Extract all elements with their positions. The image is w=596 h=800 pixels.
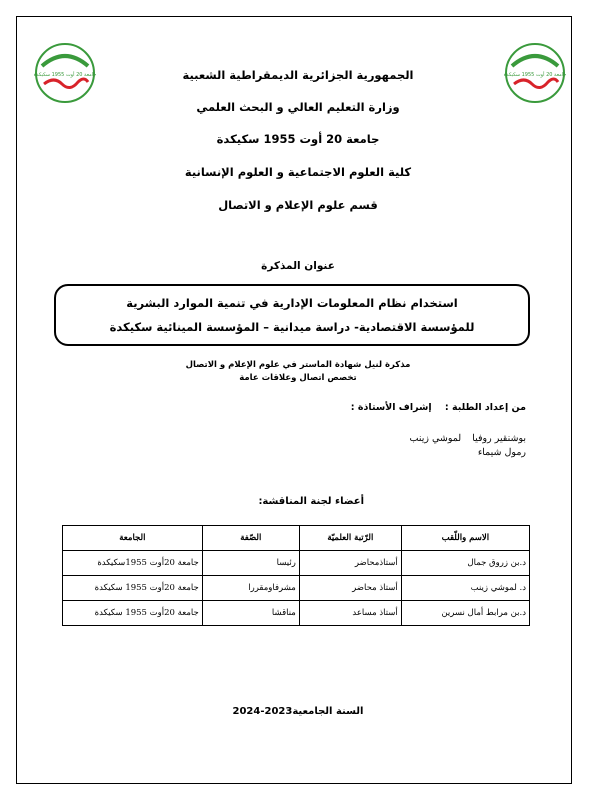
header-university: الجامعة [63, 526, 203, 551]
student-2-name: رمول شيماء [477, 447, 526, 458]
table-row [63, 601, 530, 626]
academic-year: السنة الجامعية2023-2024 [232, 706, 364, 717]
prepared-by-label: من إعداد الطلبة : [444, 402, 526, 413]
table-header-row [63, 526, 530, 551]
degree-statement: مذكرة لنيل شهادة الماستر في علوم الإعلام و الاتصال [185, 360, 411, 370]
table-row [63, 576, 530, 601]
thesis-title-box [54, 284, 530, 346]
committee-title: أعضاء لجنة المناقشة: [258, 496, 364, 507]
department-name: قسم علوم الإعلام و الاتصال [218, 198, 378, 212]
member-rank: أستاذ مساعد [299, 601, 401, 626]
member-rank: أستاذمحاضر [299, 551, 401, 576]
member-role: مشرفاومقررا [202, 576, 299, 601]
student-1-name: بوشنقير روفيا [472, 433, 526, 444]
member-role: مناقشا [202, 601, 299, 626]
committee-table [62, 525, 530, 626]
header-name: الاسم واللّقب [401, 526, 529, 551]
thesis-title-line-1: استخدام نظام المعلومات الإدارية في تنمية الموارد البشرية [126, 296, 458, 310]
member-rank: أستاذ محاضر [299, 576, 401, 601]
header-rank: الرّتبة العلميّة [299, 526, 401, 551]
member-name: د.بن زروق جمال [401, 551, 529, 576]
republic-name: الجمهورية الجزائرية الديمقراطية الشعبية [182, 68, 414, 82]
specialization: تخصص اتصال وعلاقات عامة [239, 373, 357, 383]
student-names [410, 432, 526, 460]
member-role: رئيسا [202, 551, 299, 576]
member-university: جامعة 20أوت 1955سكيكدة [63, 551, 203, 576]
supervisor-label: إشراف الأستاذة : [350, 402, 432, 413]
thesis-title-label: عنوان المذكرة [261, 260, 335, 272]
logo-text: جامعة 20 أوت 1955 سكيكدة [34, 72, 96, 78]
university-name: جامعة 20 أوت 1955 سكيكدة [216, 132, 380, 146]
header-role: الصّفة [202, 526, 299, 551]
member-name: د. لموشي زينب [401, 576, 529, 601]
faculty-name: كلية العلوم الاجتماعية و العلوم الإنسانية [184, 165, 412, 179]
member-university: جامعة 20أوت 1955 سكيكدة [63, 601, 203, 626]
table-row [63, 551, 530, 576]
member-university: جامعة 20أوت 1955 سكيكدة [63, 576, 203, 601]
logo-text: جامعة 20 أوت 1955 سكيكدة [504, 72, 566, 78]
member-name: د.بن مرابط أمال نسرين [401, 601, 529, 626]
prepared-by-line [351, 402, 526, 413]
ministry-name: وزارة التعليم العالي و البحث العلمي [196, 100, 400, 114]
thesis-title-line-2: للمؤسسة الاقتصادية- دراسة ميدانية – المؤسسة المينائية سكيكدة [109, 320, 475, 334]
supervisor-name: لموشي زينب [409, 433, 462, 444]
